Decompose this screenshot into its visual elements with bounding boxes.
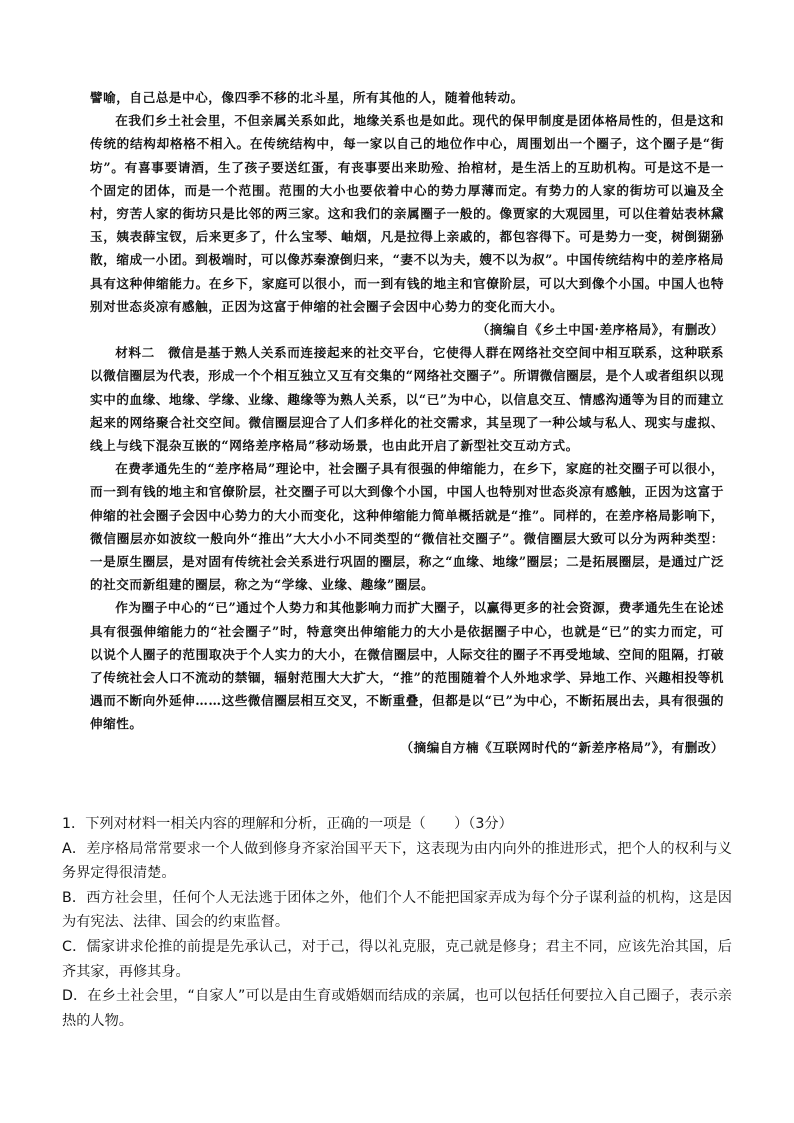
question-1-option-b: B．西方社会里，任何个人无法逃于团体之外，他们个人不能把国家弄成为每个分子谋利益的机构，这是因为有宪法、法律、国会的约束监督。 (62, 889, 732, 931)
material2-paragraph-1: 材料二 微信是基于熟人关系而连接起来的社交平台，它使得人群在网络社交空间中相互联系，这种联系以微信圈层为代表，形成一个个相互独立又互有交集的“网络社交圈子”。所谓微信圈层，是个人或者组织以现实中的血缘、地缘、学缘、业缘、趣缘等为熟人关系，以“已”为中心，以信息交互、情感沟通等为目的而建立起来的网络聚合社交空间。微信圈层迎合了人们多样化的社交需求，其呈现了一种公域与私人、现实与虚拟、线上与线下混杂互嵌的“网络差序格局”移动场景，也由此开启了新型社交互动方式。 (90, 345, 724, 454)
question-1 (62, 812, 732, 1033)
question-1-option-c: C．儒家讲求伦推的前提是先承认己，对于己，得以礼克服，克己就是修身；君主不同，应该先治其国，后齐其家，再修其身。 (62, 938, 732, 980)
material2-paragraph-2: 在费孝通先生的“差序格局”理论中，社会圈子具有很强的伸缩能力，在乡下，家庭的社交圈子可以很小，而一到有钱的地主和官僚阶层，社交圈子可以大到像个小国，中国人也特别对世态炎凉有感触，正因为这富于伸缩的社会圈子会因中心势力的大小而变化，这种伸缩能力简单概括就是“推”。同样的，在差序格局影响下，微信圈层亦如波纹一般向外“推出”大大小小不同类型的“微信社交圈子”。微信圈层大致可以分为两种类型：一是原生圈层，是对固有传统社会关系进行巩固的圈层，称之“血缘、地缘”圈层；二是拓展圈层，是通过广泛的社交而新组建的圈层，称之为“学缘、业缘、趣缘”圈层。 (90, 461, 724, 593)
material2-source: （摘编自方楠《互联网时代的“新差序格局”》，有删改） (400, 739, 724, 755)
material2-paragraph-3: 作为圈子中心的“已”通过个人势力和其他影响力而扩大圈子，以赢得更多的社会资源，费孝通先生在论述具有很强伸缩能力的“社会圈子”时，特意突出伸缩能力的大小是依据圈子中心，也就是“已”的实力而定，可以说个人圈子的范围取决于个人实力的大小，在微信圈层中，人际交往的圈子不再受地域、空间的阻隔，打破了传统社会人口不流动的禁锢，辐射范围大大扩大，“推”的范围随着个人外地求学、异地工作、兴趣相投等机遇而不断向外延伸……这些微信圈层相互交叉，不断重叠，但都是以“已”为中心，不断拓展出去，具有很强的伸缩性。 (90, 600, 724, 732)
material1-source: （摘编自《乡土中国·差序格局》，有删改） (476, 322, 724, 338)
question-1-stem: 1．下列对材料一相关内容的理解和分析，正确的一项是（ ）（3分） (62, 816, 513, 832)
material1-paragraph-0: 譬喻，自己总是中心，像四季不移的北斗星，所有其他的人，随着他转动。 (90, 90, 524, 105)
reading-materials (90, 86, 724, 759)
question-1-option-d: D．在乡土社会里，“自家人”可以是由生育或婚姻而结成的亲属，也可以包括任何要拉入自己圈子，表示亲热的人物。 (62, 988, 732, 1029)
material1-paragraph-1: 在我们乡土社会里，不但亲属关系如此，地缘关系也是如此。现代的保甲制度是团体格局性的，但是这和传统的结构却格格不相入。在传统结构中，每一家以自己的地位作中心，周围划出一个圈子，这个圈子是“街坊”。有喜事要请酒，生了孩子要送红蛋，有丧事要出来助殓、抬棺材，是生活上的互助机构。可是这不是一个固定的团体，而是一个范围。范围的大小也要依着中心的势力厚薄而定。有势力的人家的街坊可以遍及全村，穷苦人家的街坊只是比邻的两三家。这和我们的亲属圈子一般的。像贾家的大观园里，可以住着姑表林黛玉，姨表薛宝钗，后来更多了，什么宝琴、岫烟，凡是拉得上亲戚的，都包容得下。可是势力一变，树倒猢狲散，缩成一小团。到极端时，可以像苏秦潦倒归来，“妻不以为夫，嫂不以为叔”。中国传统结构中的差序格局具有这种伸缩能力。在乡下，家庭可以很小，而一到有钱的地主和官僚阶层，可以大到像个小国。中国人也特别对世态炎凉有感触，正因为这富于伸缩的社会圈子会因中心势力的变化而大小。 (90, 113, 724, 314)
question-1-option-a: A．差序格局常常要求一个人做到修身齐家治国平天下，这表现为由内向外的推进形式，把个人的权利与义务界定得很清楚。 (62, 840, 732, 882)
